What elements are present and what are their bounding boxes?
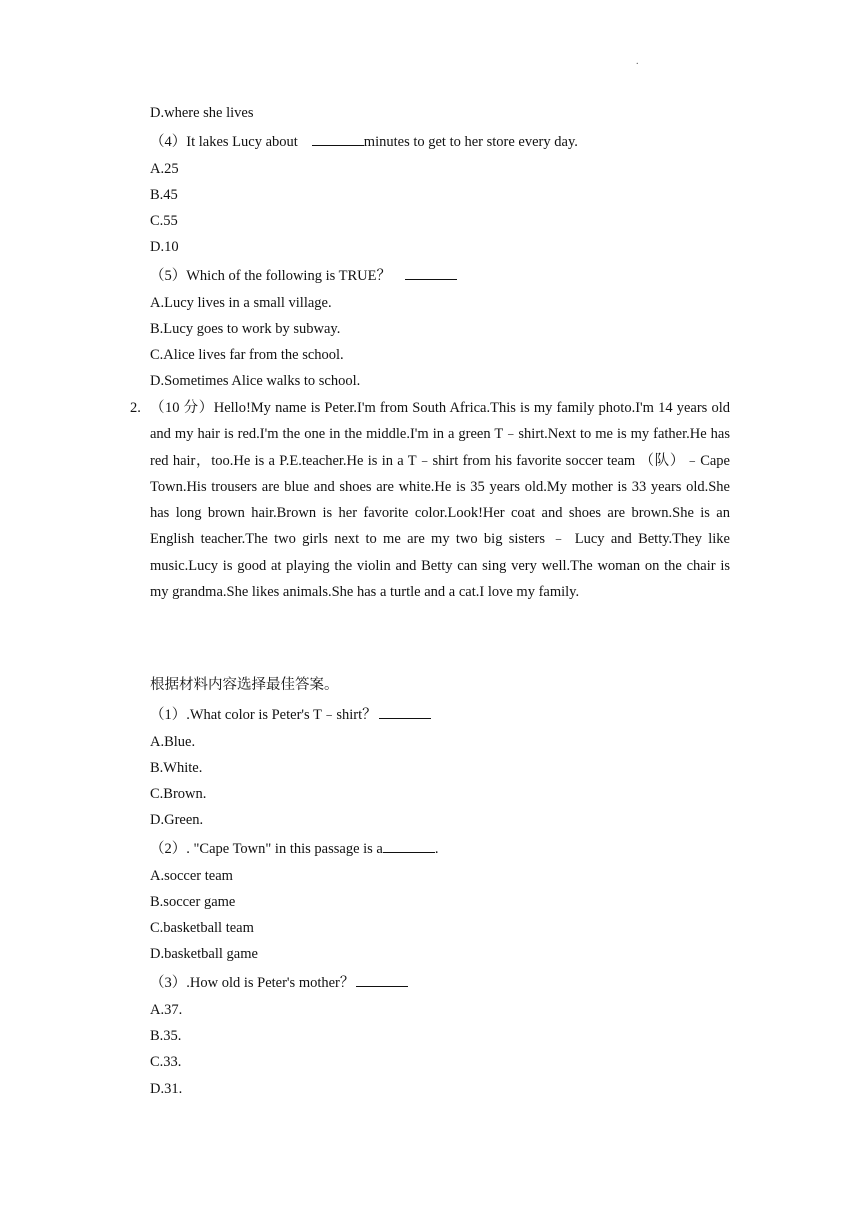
q1-sub4-prefix: （4）It lakes Lucy about [150, 134, 298, 150]
q2-sub2-option-d: D.basketball game [150, 946, 258, 962]
q2-passage: （10 分）Hello!My name is Peter.I'm from South Africa.This is my family photo.I'm 14 years old and my hair is red.I'm the one in the middle.I'm in a green T﹣shirt.Next to me is my father.He has red hair，too.He is a P.E.teacher.He is in a T﹣shirt from his favorite soccer team （队）﹣Cape Town.His trousers are blue and shoes are white.He is 35 years old.My mother is 33 years old.She has long brown hair.Brown is her favorite color.Look!Her coat and shoes are brown.She is an English teacher.The two girls next to me are my two big sisters ﹣ Lucy and Betty.They like music.Lucy is good at playing the violin and Betty can sing very well.The woman on the chair is my grandma.She likes animals.She has a turtle and a cat.I love my family. [150, 400, 730, 601]
q1-sub4-option-b: B.45 [150, 187, 178, 203]
answer-blank[interactable] [405, 265, 457, 280]
q1-sub5-option-a: A.Lucy lives in a small village. [150, 295, 332, 311]
q1-sub5-option-b: B.Lucy goes to work by subway. [150, 321, 341, 337]
q2-sub3-prompt [150, 972, 408, 992]
q2-sub1-option-d: D.Green. [150, 812, 204, 828]
q1-sub5-option-d: D.Sometimes Alice walks to school. [150, 373, 361, 389]
q1-sub5-prompt [150, 265, 457, 285]
q2-sub3-text: （3）.How old is Peter's mother？ [150, 975, 355, 991]
q2-sub3-option-a: A.37. [150, 1002, 183, 1018]
q2-sub1-option-a: A.Blue. [150, 734, 196, 750]
q1-sub5-option-c: C.Alice lives far from the school. [150, 347, 344, 363]
q2-sub2-text: （2）. "Cape Town" in this passage is a [150, 841, 383, 857]
q2-sub3-option-b: B.35. [150, 1028, 182, 1044]
q2-sub1-option-c: C.Brown. [150, 786, 207, 802]
q2-sub3-option-d: D.31. [150, 1081, 183, 1097]
q1-sub5-text: （5）Which of the following is TRUE？ [150, 268, 391, 284]
q2-sub2-option-a: A.soccer team [150, 868, 233, 884]
q2-instruction: 根据材料内容选择最佳答案。 [150, 677, 339, 693]
q2-sub3-option-c: C.33. [150, 1054, 182, 1070]
q2-sub1-option-b: B.White. [150, 760, 203, 776]
answer-blank[interactable] [383, 838, 435, 853]
q1-sub3-option-d: D.where she lives [150, 105, 254, 121]
q1-sub4-option-d: D.10 [150, 239, 179, 255]
answer-blank[interactable] [356, 972, 408, 987]
answer-blank[interactable] [379, 704, 431, 719]
q2-sub2-prompt [150, 838, 439, 858]
q1-sub4-option-c: C.55 [150, 213, 178, 229]
q2-number: 2. [130, 400, 141, 416]
answer-blank[interactable] [312, 131, 364, 146]
q2-sub2-option-b: B.soccer game [150, 894, 236, 910]
q1-sub4-option-a: A.25 [150, 161, 179, 177]
q2-sub1-prompt [150, 704, 431, 724]
header-mark: . [636, 56, 639, 67]
q2-sub1-text: （1）.What color is Peter's T﹣shirt？ [150, 707, 377, 723]
q2-sub2-option-c: C.basketball team [150, 920, 254, 936]
q1-sub4-prompt [150, 131, 578, 151]
q2-sub2-suffix: . [434, 841, 439, 857]
q1-sub4-suffix: minutes to get to her store every day. [363, 134, 578, 150]
